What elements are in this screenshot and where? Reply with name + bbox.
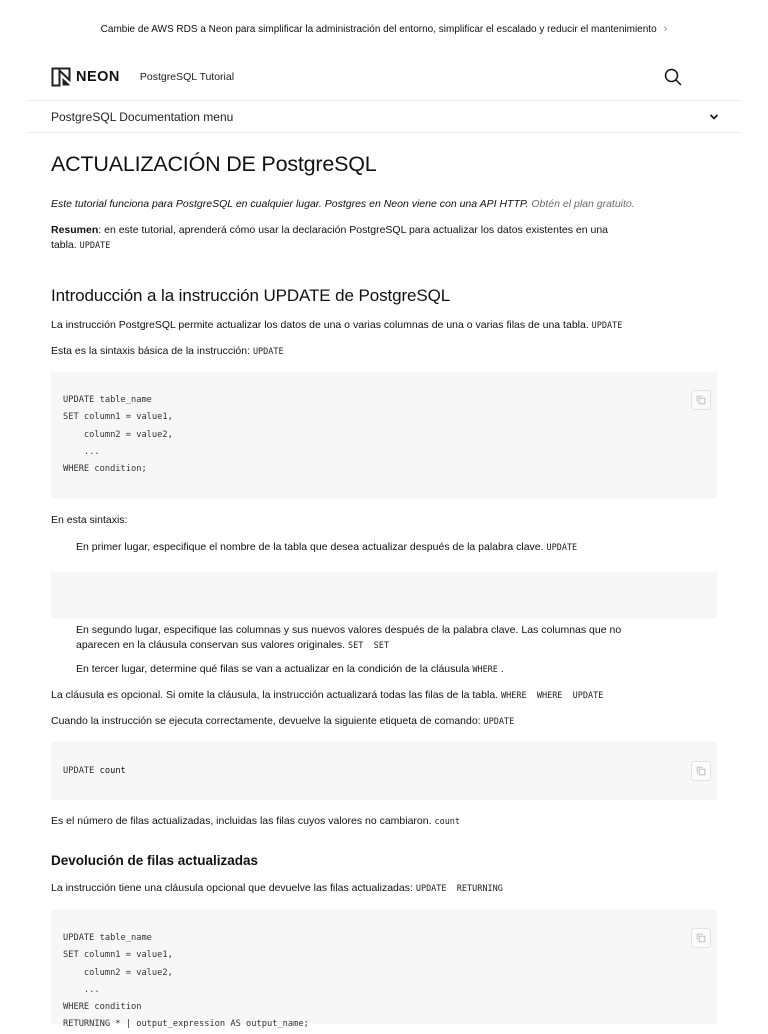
syntax-item-1-code: UPDATE [546, 543, 578, 553]
section1-paragraph-2 [51, 344, 284, 360]
syntax-item-2-text-a: En segundo lugar, especifique las columnas y sus nuevos valores después de la palabra clave. Las columnas que no [76, 624, 622, 636]
summary-code: UPDATE [79, 241, 111, 251]
list-gap-background [51, 572, 717, 618]
header-divider [27, 100, 741, 101]
documentation-menu[interactable] [51, 108, 719, 126]
code-update-syntax: UPDATE table_name SET column1 = value1, column2 = value2, ... WHERE condition; [63, 395, 173, 475]
code-update-count [63, 763, 126, 780]
chevron-right-icon: › [663, 23, 668, 35]
section1-p2-code: UPDATE [252, 347, 284, 357]
page-title: ACTUALIZACIÓN DE PostgreSQL [51, 152, 377, 176]
syntax-item-2-text-b: aparecen en la cláusula conservan sus valores originales. [76, 639, 346, 651]
neon-logo[interactable] [51, 67, 120, 87]
summary-text-2: tabla. [51, 239, 77, 251]
section1-paragraph-1 [51, 318, 622, 334]
banner-text: Cambie de AWS RDS a Neon para simplificar la administración del entorno, simplificar el escalado y reducir el mantenimiento [100, 23, 657, 35]
copy-icon[interactable] [691, 761, 711, 781]
syntax-item-3-code: WHERE [472, 665, 498, 675]
summary-label: Resumen [51, 224, 99, 236]
code-update-returning: UPDATE table_name SET column1 = value1, column2 = value2, ... WHERE condition RETURNING * | output_expression AS output_name; [63, 933, 309, 1030]
syntax-intro: En esta sintaxis: [51, 514, 128, 526]
section1-p5-text: Es el número de filas actualizadas, incluidas las filas cuyos valores no cambiaron. [51, 815, 432, 827]
section1-p4-code: UPDATE [483, 717, 515, 727]
intro-note [51, 197, 635, 212]
code-update-count-arg: count [99, 766, 126, 776]
section-heading-returning: Devolución de filas actualizadas [51, 853, 259, 868]
section1-p1-code: UPDATE [591, 321, 623, 331]
code-block-update-count [51, 742, 717, 800]
site-header [51, 62, 691, 92]
neon-logo-icon [51, 67, 71, 87]
section1-p3-text: La cláusula es opcional. Si omite la cláusula, la instrucción actualizará todas las filas de la tabla. [51, 689, 499, 701]
summary-text: : en este tutorial, aprenderá cómo usar la declaración PostgreSQL para actualizar los datos existentes en una [98, 224, 609, 236]
section1-p1-text: La instrucción PostgreSQL permite actualizar los datos de una o varias columnas de una o varias filas de una tabla. [51, 319, 589, 331]
tutorial-link[interactable]: PostgreSQL Tutorial [139, 71, 235, 83]
code-update-count-keyword: UPDATE [63, 766, 95, 776]
intro-note-text: Este tutorial funciona para PostgreSQL en cualquier lugar. Postgres en Neon viene con una API HTTP. [51, 198, 529, 210]
section1-paragraph-4 [51, 714, 514, 730]
section1-p3-code: WHERE WHERE UPDATE [501, 691, 604, 701]
section2-paragraph-1 [51, 881, 503, 897]
code-block-update-syntax [51, 372, 717, 498]
section1-p4-text: Cuando la instrucción se ejecuta correctamente, devuelve la siguiente etiqueta de comando: [51, 715, 481, 727]
section1-p5-code: count [434, 817, 461, 827]
section1-paragraph-5 [51, 814, 460, 830]
code-block-update-returning [51, 910, 717, 1030]
syntax-item-2-code: SET SET [348, 641, 389, 651]
syntax-item-3 [76, 662, 504, 678]
documentation-menu-label: PostgreSQL Documentation menu [51, 110, 234, 124]
copy-icon[interactable] [691, 390, 711, 410]
copy-icon[interactable] [691, 928, 711, 948]
section-heading-introduction: Introducción a la instrucción UPDATE de PostgreSQL [51, 286, 451, 305]
section1-p2-text: Esta es la sintaxis básica de la instrucción: [51, 345, 251, 357]
section2-p1-code: UPDATE RETURNING [415, 884, 503, 894]
syntax-item-3-text: En tercer lugar, determine qué filas se van a actualizar en la condición de la cláusula [76, 663, 470, 675]
search-icon[interactable] [663, 67, 683, 87]
free-plan-link[interactable]: Obtén el plan gratuito. [531, 198, 635, 210]
syntax-item-1-text: En primer lugar, especifique el nombre de la tabla que desea actualizar después de la palabra clave. [76, 541, 544, 553]
syntax-item-1 [76, 540, 577, 556]
section1-paragraph-3 [51, 688, 603, 704]
announcement-banner[interactable] [0, 0, 768, 58]
section2-p1-text: La instrucción tiene una cláusula opcional que devuelve las filas actualizadas: [51, 882, 413, 894]
syntax-item-3-end: . [500, 663, 504, 675]
summary-paragraph [51, 223, 711, 254]
syntax-item-2 [76, 623, 706, 654]
menu-divider [27, 132, 741, 133]
logo-text: NEON [76, 69, 120, 85]
chevron-down-icon[interactable] [709, 110, 719, 124]
